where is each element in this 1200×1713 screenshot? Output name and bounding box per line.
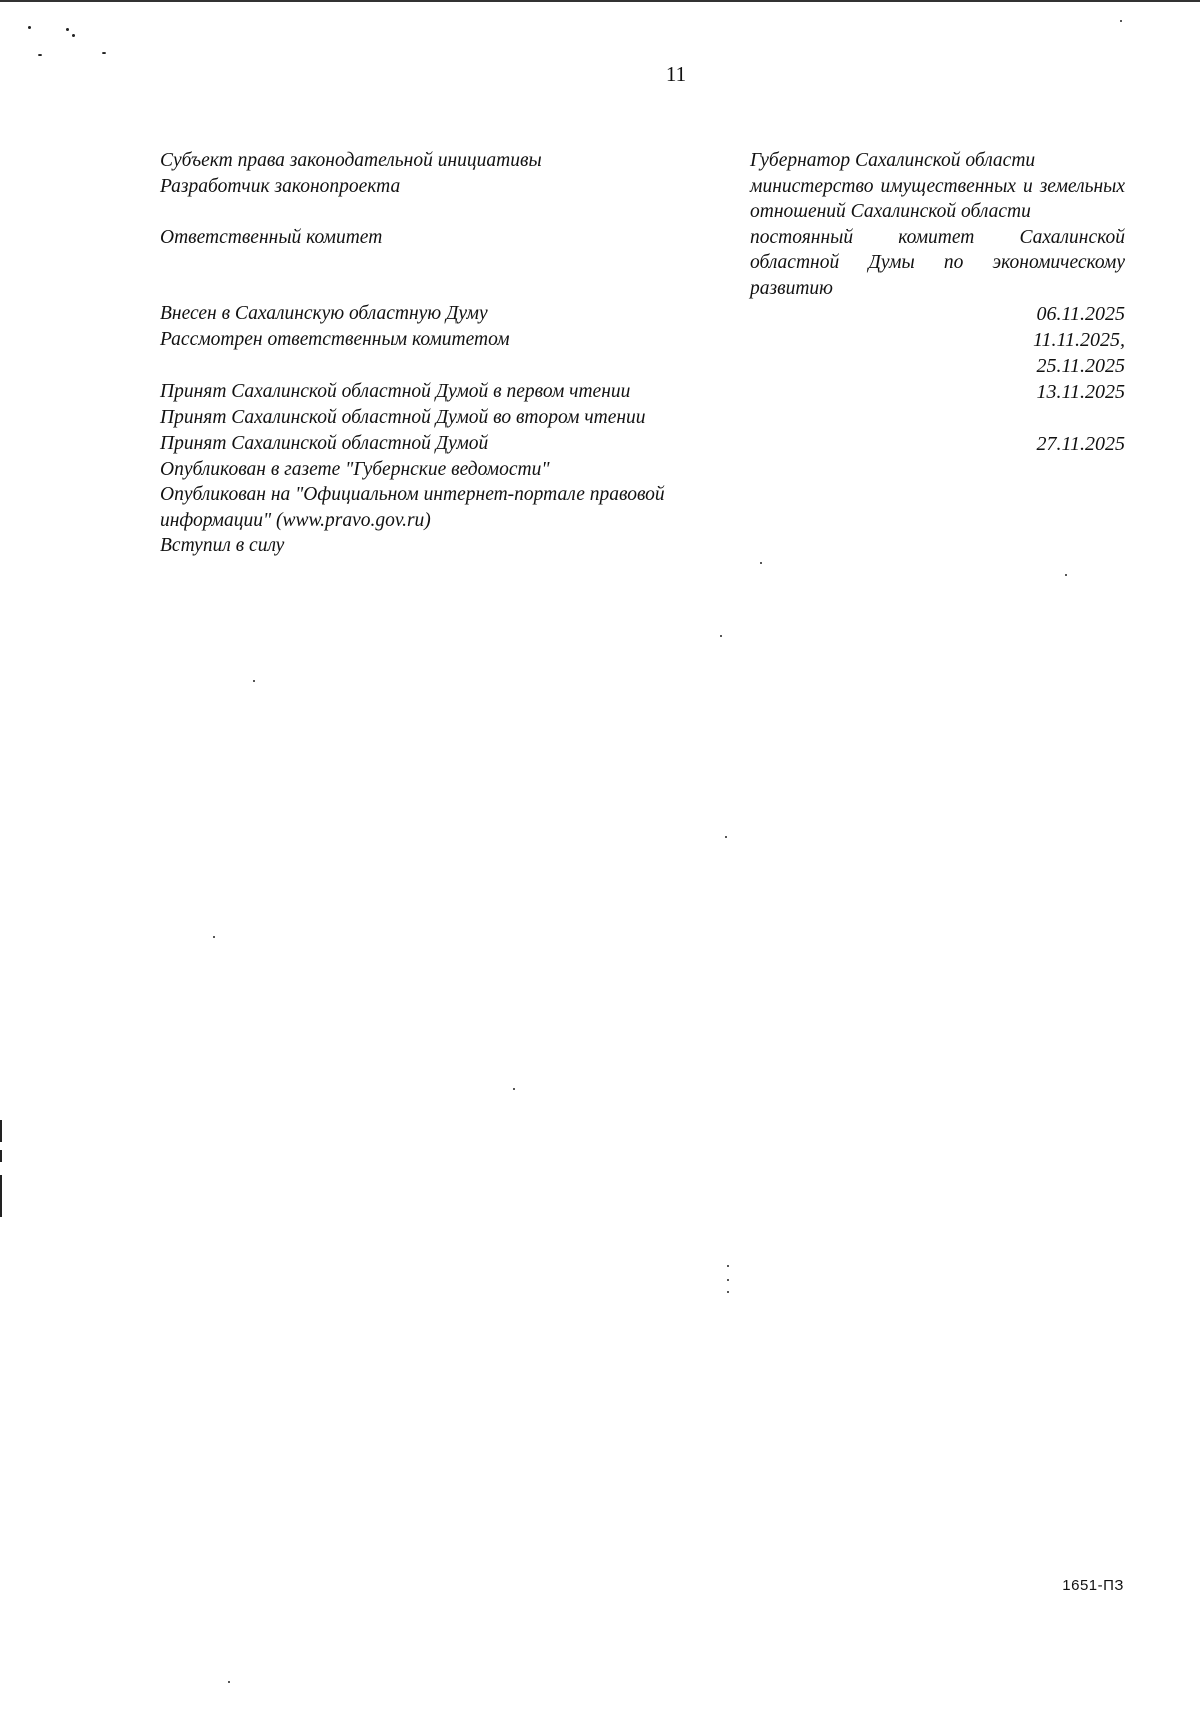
scan-speck: [513, 1088, 515, 1090]
scan-left-mark: [0, 1120, 2, 1142]
document-code: 1651-ПЗ: [1062, 1577, 1124, 1594]
row-date: [750, 533, 1125, 559]
row-label: Рассмотрен ответственным комитетом: [160, 329, 510, 350]
legislative-info-table: [160, 148, 1125, 559]
page-number: 11: [665, 62, 687, 86]
info-row: [160, 301, 1125, 327]
scan-speck: [72, 34, 75, 37]
scan-speck: [1120, 20, 1122, 22]
row-label: Принят Сахалинской областной Думой: [160, 432, 489, 454]
scan-speck: [228, 1681, 230, 1683]
scan-speck: [725, 836, 727, 838]
row-date: 06.11.2025: [1036, 303, 1125, 325]
row-date: [750, 405, 1125, 431]
scan-speck: [102, 52, 106, 54]
scan-speck: [760, 562, 762, 564]
scan-top-edge: [0, 0, 1200, 2]
scan-speck: [727, 1279, 729, 1281]
row-value: постоянный комитет Сахалинской областной Думы по экономическому развитию: [750, 226, 1125, 299]
scan-speck: [38, 54, 42, 56]
info-row: [160, 327, 1125, 379]
row-value: Губернатор Сахалинской области: [750, 150, 1036, 171]
row-date: [750, 327, 1125, 379]
row-label: Разработчик законопроекта: [160, 175, 401, 197]
scan-speck: [720, 635, 722, 637]
info-row: [160, 533, 1125, 559]
info-row: [160, 225, 1125, 302]
scan-speck: [66, 28, 69, 31]
scan-left-mark: [0, 1150, 2, 1162]
row-value: министерство имущественных и земельных отношений Сахалинской области: [750, 175, 1125, 222]
scan-left-mark: [0, 1175, 2, 1217]
scan-speck: [213, 936, 215, 938]
row-date: [750, 457, 1125, 483]
info-row: [160, 379, 1125, 405]
scan-speck: [727, 1291, 729, 1293]
row-label: Вступил в силу: [160, 535, 285, 556]
row-label: Опубликован в газете "Губернские ведомости": [160, 458, 550, 480]
info-row: [160, 431, 1125, 457]
row-label: Внесен в Сахалинскую областную Думу: [160, 303, 488, 324]
row-label: Принят Сахалинской областной Думой в первом чтении: [160, 381, 631, 402]
info-row: [160, 148, 1125, 174]
row-label: Принят Сахалинской областной Думой во втором чтении: [160, 407, 646, 428]
info-row: [160, 405, 1125, 431]
info-row: [160, 174, 1125, 225]
row-date-first: 11.11.2025,: [1032, 329, 1125, 351]
row-label: Опубликован на "Официальном интернет-портале правовой информации" (www.pravo.gov.ru): [160, 484, 665, 531]
row-date: [750, 482, 1125, 533]
row-date-second: 25.11.2025: [1036, 355, 1125, 377]
scan-speck: [253, 680, 255, 682]
scan-speck: [28, 26, 31, 29]
info-row: [160, 457, 1125, 483]
row-label: Субъект права законодательной инициативы: [160, 150, 542, 171]
row-label: Ответственный комитет: [160, 226, 383, 248]
scan-speck: [727, 1265, 729, 1267]
row-date: 27.11.2025: [1036, 432, 1125, 455]
info-row: [160, 482, 1125, 533]
row-date: 13.11.2025: [1036, 381, 1125, 403]
scan-speck: [1065, 574, 1067, 576]
